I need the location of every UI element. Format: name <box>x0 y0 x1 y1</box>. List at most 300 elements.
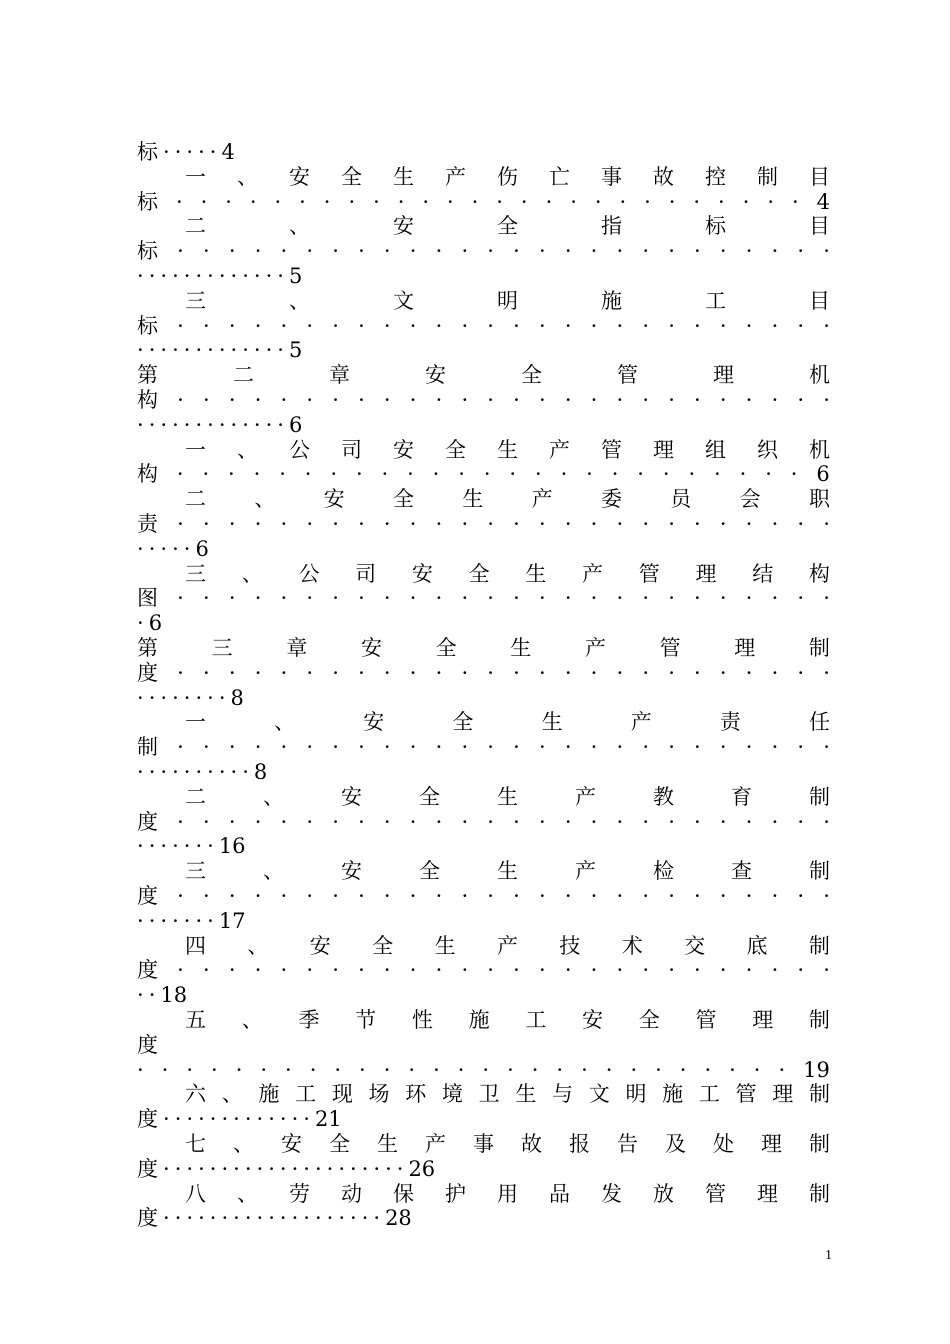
leader-dot: · <box>221 1206 229 1231</box>
toc-text: 、 <box>274 710 296 735</box>
toc-text: 5 <box>288 264 303 288</box>
leader-dot: · <box>616 809 624 834</box>
leader-dot: · <box>350 1156 357 1181</box>
toc-line <box>137 190 830 215</box>
toc-text: 场 <box>368 1082 390 1107</box>
toc-text: 用 <box>497 1181 518 1206</box>
leader-dot: · <box>487 735 494 760</box>
leader-dot: · <box>303 1206 310 1231</box>
leader-dot: · <box>291 1206 299 1231</box>
toc-text: 五 <box>185 1008 206 1032</box>
leader-dot: · <box>823 388 830 412</box>
leader-dot: · <box>694 958 701 983</box>
leader-dot: · <box>195 338 203 363</box>
toc-text: 标 <box>705 214 726 239</box>
leader-dot: · <box>332 239 339 264</box>
leader-dot: · <box>616 239 624 264</box>
toc-text: 工 <box>705 288 726 313</box>
toc-text: 6 <box>816 462 830 487</box>
leader-dot: · <box>531 1057 539 1082</box>
toc-text: 8 <box>230 685 244 710</box>
leader-dot: · <box>797 313 805 338</box>
toc-text: 产 <box>630 710 652 735</box>
leader-dot: · <box>359 1057 366 1082</box>
leader-dot: · <box>209 1206 217 1231</box>
leader-dot: · <box>198 140 205 164</box>
leader-dot: · <box>228 388 236 412</box>
leader-dot: · <box>435 735 443 760</box>
leader-dot: · <box>242 760 249 784</box>
leader-dot: · <box>228 313 236 338</box>
toc-line <box>137 586 830 611</box>
toc-text: 全 <box>435 636 457 660</box>
leader-dot: · <box>461 239 469 264</box>
toc-text: 机 <box>809 437 830 462</box>
leader-dot: · <box>679 1057 687 1082</box>
toc-text: 、 <box>221 1082 243 1107</box>
leader-dot: · <box>461 313 469 338</box>
leader-dot: · <box>177 388 184 412</box>
leader-dot: · <box>771 884 779 908</box>
leader-dot: · <box>268 1206 275 1231</box>
leader-dot: · <box>332 660 339 685</box>
toc-text: 指 <box>601 214 622 239</box>
toc-text: 生 <box>462 487 484 512</box>
toc-text: 安 <box>393 214 414 239</box>
leader-dot: · <box>771 313 779 338</box>
toc-text: 三 <box>185 288 206 313</box>
leader-dot: · <box>176 462 184 487</box>
leader-dot: · <box>285 1057 292 1082</box>
leader-dot: · <box>254 239 262 264</box>
leader-dot: · <box>668 313 675 338</box>
leader-dot: · <box>137 685 144 710</box>
toc-text: 文 <box>588 1082 610 1107</box>
leader-dot: · <box>291 1107 299 1132</box>
leader-dot: · <box>642 239 650 264</box>
toc-text: 保 <box>393 1181 414 1206</box>
toc-text: 生 <box>497 859 518 884</box>
leader-dot: · <box>538 512 546 536</box>
leader-dot: · <box>409 313 417 338</box>
toc-text: 季 <box>298 1008 320 1032</box>
leader-dot: · <box>471 189 479 214</box>
leader-dot: · <box>616 735 624 760</box>
leader-dot: · <box>256 1156 264 1181</box>
leader-dot: · <box>303 1107 310 1132</box>
leader-dot: · <box>280 809 288 834</box>
leader-dot: · <box>148 264 156 288</box>
toc-text: 现 <box>331 1082 353 1107</box>
leader-dot: · <box>172 412 179 437</box>
leader-dot: · <box>235 1057 243 1082</box>
toc-text: 安 <box>341 784 362 809</box>
toc-line <box>137 1206 830 1231</box>
leader-dot: · <box>556 1057 564 1082</box>
leader-dot: · <box>513 958 520 983</box>
toc-text: 目 <box>809 288 830 313</box>
leader-dot: · <box>195 760 203 784</box>
leader-dot: · <box>203 958 210 983</box>
leader-dot: · <box>381 462 389 487</box>
leader-dot: · <box>668 239 675 264</box>
toc-line <box>137 810 830 835</box>
toc-text: 管 <box>735 1082 757 1107</box>
leader-dot: · <box>233 1206 240 1231</box>
leader-dot: · <box>668 189 676 214</box>
toc-text: 第 <box>137 363 158 388</box>
leader-dot: · <box>823 958 830 983</box>
leader-dot: · <box>277 338 284 363</box>
leader-dot: · <box>332 388 339 412</box>
leader-dot: · <box>306 958 314 983</box>
toc-text: 查 <box>731 859 752 884</box>
leader-dot: · <box>280 586 288 611</box>
toc-text: 织 <box>757 437 778 462</box>
leader-dot: · <box>433 1057 440 1082</box>
leader-dot: · <box>409 512 417 536</box>
toc-text: 责 <box>719 710 741 735</box>
leader-dot: · <box>186 1206 194 1231</box>
leader-dot: · <box>435 512 443 536</box>
leader-dot: · <box>719 313 727 338</box>
leader-dot: · <box>771 958 779 983</box>
toc-text: 全 <box>468 561 490 586</box>
leader-dot: · <box>797 884 805 908</box>
leader-dot: · <box>513 388 520 412</box>
leader-dot: · <box>564 239 572 264</box>
leader-dot: · <box>487 586 494 611</box>
leader-dot: · <box>280 239 288 264</box>
leader-dot: · <box>233 1156 240 1181</box>
toc-text: 七 <box>185 1132 206 1156</box>
leader-dot: · <box>230 338 238 363</box>
leader-dot: · <box>823 239 830 264</box>
leader-dot: · <box>195 412 203 437</box>
leader-dot: · <box>172 834 179 859</box>
leader-dot: · <box>265 412 273 437</box>
leader-dot: · <box>280 660 288 685</box>
toc-line <box>137 314 830 339</box>
leader-dot: · <box>203 239 210 264</box>
leader-dot: · <box>458 462 465 487</box>
toc-text: 全 <box>497 214 518 239</box>
leader-dot: · <box>771 388 779 412</box>
leader-dot: · <box>590 313 598 338</box>
leader-dot: · <box>564 586 572 611</box>
leader-dot: · <box>253 462 261 487</box>
toc-text: 工 <box>295 1082 317 1107</box>
leader-dot: · <box>435 660 443 685</box>
leader-dot: · <box>203 735 210 760</box>
toc-text: 施 <box>662 1082 684 1107</box>
toc-text: 一 <box>185 164 206 189</box>
leader-dot: · <box>299 189 306 214</box>
leader-dot: · <box>457 1057 465 1082</box>
toc-text: 全 <box>445 437 466 462</box>
toc-text: 教 <box>653 784 674 809</box>
leader-dot: · <box>203 809 210 834</box>
leader-dot: · <box>513 512 520 536</box>
leader-dot: · <box>163 1206 170 1231</box>
leader-dot: · <box>461 809 469 834</box>
toc-text: 工 <box>698 1082 720 1107</box>
leader-dot: · <box>616 512 624 536</box>
toc-text: 结 <box>752 561 774 586</box>
leader-dot: · <box>172 264 179 288</box>
leader-dot: · <box>742 189 750 214</box>
toc-line <box>137 512 830 537</box>
leader-dot: · <box>218 264 226 288</box>
leader-dot: · <box>688 462 696 487</box>
leader-dot: · <box>694 809 701 834</box>
leader-dot: · <box>797 586 805 611</box>
leader-dot: · <box>221 1156 229 1181</box>
leader-dot: · <box>823 809 830 834</box>
toc-text: 6 <box>148 611 163 636</box>
leader-dot: · <box>487 660 494 685</box>
leader-dot: · <box>309 1057 317 1082</box>
toc-text: 施 <box>258 1082 280 1107</box>
toc-text: 生 <box>510 636 532 660</box>
leader-dot: · <box>198 1107 205 1132</box>
toc-text: 劳 <box>289 1181 310 1206</box>
toc-text: 产 <box>549 437 570 462</box>
toc-text: 检 <box>653 859 674 884</box>
toc-text: 构 <box>808 561 830 586</box>
leader-dot: · <box>538 809 546 834</box>
toc-text: 18 <box>160 983 188 1008</box>
leader-dot: · <box>753 1057 761 1082</box>
toc-text: 环 <box>405 1082 427 1107</box>
toc-line <box>137 413 830 438</box>
toc-text: 、 <box>263 784 284 809</box>
leader-dot: · <box>520 189 528 214</box>
toc-text: 一 <box>185 437 206 462</box>
leader-dot: · <box>280 313 288 338</box>
leader-dot: · <box>564 958 572 983</box>
toc-text: 度 <box>137 660 158 685</box>
leader-dot: · <box>496 189 503 214</box>
leader-dot: · <box>383 660 391 685</box>
toc-line <box>137 140 830 165</box>
toc-line <box>185 487 830 512</box>
toc-text: 制 <box>809 1181 830 1206</box>
leader-dot: · <box>137 1057 144 1082</box>
toc-text: 制 <box>809 859 830 884</box>
toc-text: 制 <box>809 784 830 809</box>
leader-dot: · <box>534 462 542 487</box>
leader-dot: · <box>228 462 235 487</box>
leader-dot: · <box>218 760 226 784</box>
leader-dot: · <box>487 884 494 908</box>
toc-text: 放 <box>653 1181 674 1206</box>
leader-dot: · <box>767 189 775 214</box>
toc-text: 卫 <box>478 1082 500 1107</box>
leader-dot: · <box>291 1156 299 1181</box>
toc-text: 制 <box>757 164 778 189</box>
toc-text: 产 <box>425 1132 446 1156</box>
leader-dot: · <box>274 189 282 214</box>
leader-dot: · <box>642 884 650 908</box>
leader-dot: · <box>209 1107 217 1132</box>
leader-dot: · <box>207 338 214 363</box>
leader-dot: · <box>326 1206 334 1231</box>
toc-text: 明 <box>497 288 518 313</box>
leader-dot: · <box>590 512 598 536</box>
leader-dot: · <box>461 512 469 536</box>
leader-dot: · <box>218 412 226 437</box>
leader-dot: · <box>383 313 391 338</box>
toc-text: 制 <box>808 1082 830 1107</box>
toc-text: 八 <box>185 1181 206 1206</box>
leader-dot: · <box>409 735 417 760</box>
toc-line <box>185 1132 830 1157</box>
leader-dot: · <box>590 735 598 760</box>
leader-dot: · <box>487 239 494 264</box>
leader-dot: · <box>207 760 214 784</box>
toc-text: 故 <box>653 164 674 189</box>
leader-dot: · <box>644 189 651 214</box>
toc-text: 产 <box>575 859 596 884</box>
leader-dot: · <box>265 264 273 288</box>
toc-line <box>185 785 830 810</box>
leader-dot: · <box>203 313 210 338</box>
leader-dot: · <box>409 809 417 834</box>
leader-dot: · <box>207 412 214 437</box>
toc-text: 安 <box>341 859 362 884</box>
leader-dot: · <box>306 512 314 536</box>
leader-dot: · <box>668 809 675 834</box>
leader-dot: · <box>513 884 520 908</box>
leader-dot: · <box>332 809 339 834</box>
leader-dot: · <box>172 908 179 933</box>
leader-dot: · <box>538 735 546 760</box>
toc-text: 动 <box>341 1181 362 1206</box>
leader-dot: · <box>616 313 624 338</box>
leader-dot: · <box>177 239 184 264</box>
leader-dot: · <box>513 239 520 264</box>
toc-text: 产 <box>445 164 466 189</box>
leader-dot: · <box>823 313 830 338</box>
leader-dot: · <box>160 264 168 288</box>
leader-dot: · <box>383 884 391 908</box>
leader-dot: · <box>383 512 391 536</box>
leader-dot: · <box>172 685 179 710</box>
leader-dot: · <box>323 189 331 214</box>
leader-dot: · <box>172 536 179 561</box>
leader-dot: · <box>279 1107 287 1132</box>
toc-text: 度 <box>137 1107 158 1132</box>
leader-dot: · <box>332 958 339 983</box>
leader-dot: · <box>361 1206 369 1231</box>
toc-text: 产 <box>531 487 553 512</box>
leader-dot: · <box>279 462 286 487</box>
leader-dot: · <box>616 660 624 685</box>
leader-dot: · <box>642 809 650 834</box>
leader-dot: · <box>338 1206 345 1231</box>
toc-text: 管 <box>659 636 681 660</box>
leader-dot: · <box>280 388 288 412</box>
toc-text: 机 <box>809 363 830 388</box>
leader-dot: · <box>174 1206 182 1231</box>
leader-dot: · <box>163 1156 170 1181</box>
leader-dot: · <box>461 958 469 983</box>
toc-text: 伤 <box>497 164 518 189</box>
leader-dot: · <box>198 1156 205 1181</box>
leader-dot: · <box>332 884 339 908</box>
leader-dot: · <box>719 660 727 685</box>
leader-dot: · <box>195 834 203 859</box>
leader-dot: · <box>183 685 191 710</box>
leader-dot: · <box>254 660 262 685</box>
leader-dot: · <box>487 313 494 338</box>
leader-dot: · <box>183 536 191 561</box>
toc-line <box>137 760 830 785</box>
leader-dot: · <box>254 884 262 908</box>
leader-dot: · <box>435 958 443 983</box>
toc-text: 目 <box>809 214 830 239</box>
leader-dot: · <box>230 760 238 784</box>
leader-dot: · <box>183 760 191 784</box>
leader-dot: · <box>314 1156 322 1181</box>
leader-dot: · <box>334 1057 342 1082</box>
toc-line <box>185 934 830 959</box>
leader-dot: · <box>538 388 546 412</box>
toc-line <box>137 1033 830 1058</box>
toc-text: 安 <box>360 636 382 660</box>
toc-text: 施 <box>468 1008 490 1032</box>
toc-text: 28 <box>385 1206 412 1231</box>
leader-dot: · <box>175 189 183 214</box>
leader-dot: · <box>268 1156 275 1181</box>
leader-dot: · <box>694 313 701 338</box>
toc-text: 、 <box>241 1008 263 1032</box>
toc-text: 、 <box>289 288 310 313</box>
toc-text: 理 <box>695 561 717 586</box>
leader-dot: · <box>211 1057 218 1082</box>
leader-dot: · <box>513 735 520 760</box>
leader-dot: · <box>361 1156 369 1181</box>
toc-text: 事 <box>473 1132 494 1156</box>
toc-text: 理 <box>761 1132 782 1156</box>
leader-dot: · <box>616 884 624 908</box>
leader-dot: · <box>277 264 284 288</box>
leader-dot: · <box>823 586 830 611</box>
toc-text: 、 <box>241 561 263 586</box>
leader-dot: · <box>160 685 168 710</box>
leader-dot: · <box>137 338 144 363</box>
leader-dot: · <box>538 958 546 983</box>
toc-text: 员 <box>670 487 692 512</box>
leader-dot: · <box>160 760 168 784</box>
toc-text: 安 <box>363 710 385 735</box>
toc-text: 组 <box>705 437 726 462</box>
leader-dot: · <box>358 958 365 983</box>
toc-text: 6 <box>195 536 209 561</box>
leader-dot: · <box>355 462 363 487</box>
leader-dot: · <box>668 958 675 983</box>
leader-dot: · <box>590 809 598 834</box>
leader-dot: · <box>148 536 156 561</box>
leader-dot: · <box>332 586 339 611</box>
leader-dot: · <box>195 685 203 710</box>
leader-dot: · <box>306 239 314 264</box>
leader-dot: · <box>373 189 380 214</box>
leader-dot: · <box>538 884 546 908</box>
toc-text: 二 <box>185 784 206 809</box>
leader-dot: · <box>265 338 273 363</box>
